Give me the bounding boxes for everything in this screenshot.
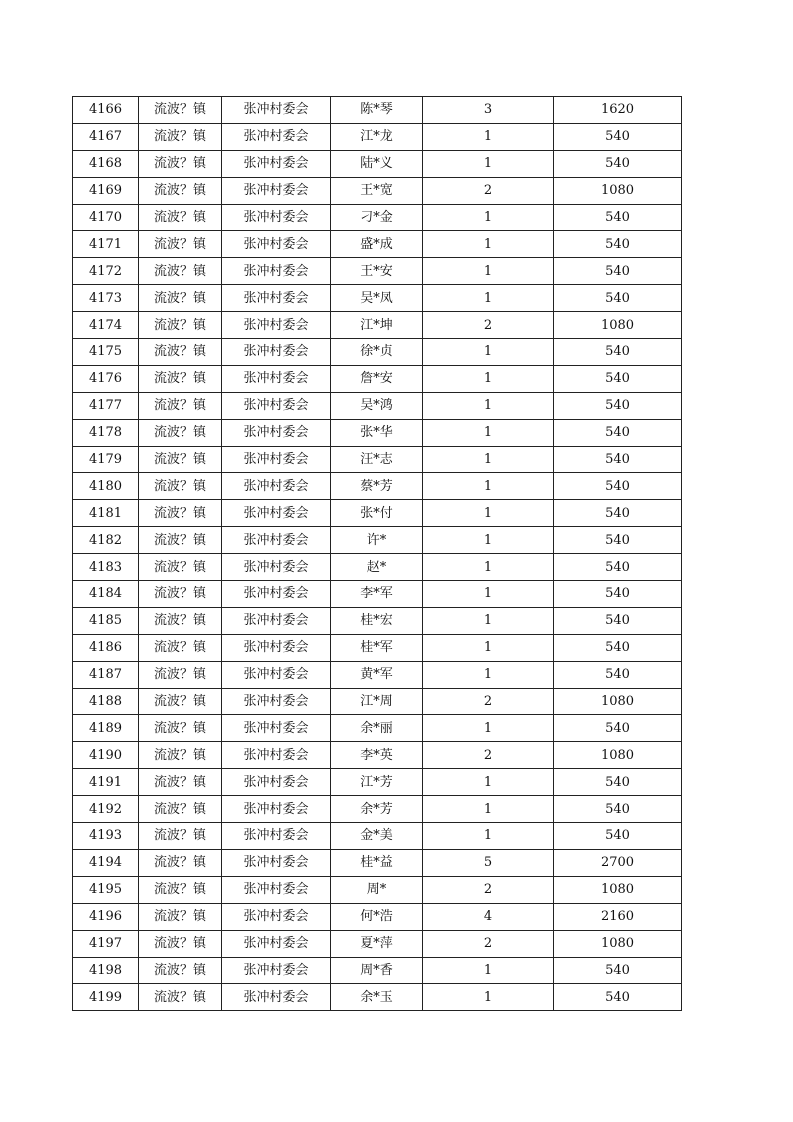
town-cell: 流波？镇 [139, 339, 222, 366]
count-cell: 1 [423, 150, 554, 177]
village-cell: 张冲村委会 [222, 231, 331, 258]
table-row [73, 688, 682, 715]
town-cell: 流波？镇 [139, 392, 222, 419]
village-cell: 张冲村委会 [222, 419, 331, 446]
row-number: 4193 [73, 823, 139, 850]
town-cell: 流波？镇 [139, 930, 222, 957]
amount-cell: 540 [554, 446, 682, 473]
row-number: 4186 [73, 634, 139, 661]
amount-cell: 540 [554, 392, 682, 419]
town-cell: 流波？镇 [139, 769, 222, 796]
table-body [73, 97, 682, 1011]
village-cell: 张冲村委会 [222, 392, 331, 419]
amount-cell: 540 [554, 607, 682, 634]
count-cell: 4 [423, 903, 554, 930]
amount-cell: 540 [554, 204, 682, 231]
town-cell: 流波？镇 [139, 204, 222, 231]
row-number: 4167 [73, 123, 139, 150]
name-cell: 张*付 [331, 500, 423, 527]
village-cell: 张冲村委会 [222, 849, 331, 876]
count-cell: 1 [423, 527, 554, 554]
count-cell: 1 [423, 607, 554, 634]
count-cell: 2 [423, 688, 554, 715]
count-cell: 1 [423, 715, 554, 742]
table-row [73, 285, 682, 312]
town-cell: 流波？镇 [139, 473, 222, 500]
table-row [73, 554, 682, 581]
table-row [73, 849, 682, 876]
name-cell: 余*丽 [331, 715, 423, 742]
village-cell: 张冲村委会 [222, 984, 331, 1011]
town-cell: 流波？镇 [139, 903, 222, 930]
row-number: 4187 [73, 661, 139, 688]
amount-cell: 540 [554, 527, 682, 554]
name-cell: 吴*鸿 [331, 392, 423, 419]
village-cell: 张冲村委会 [222, 554, 331, 581]
village-cell: 张冲村委会 [222, 930, 331, 957]
village-cell: 张冲村委会 [222, 688, 331, 715]
row-number: 4184 [73, 581, 139, 608]
amount-cell: 1620 [554, 97, 682, 124]
name-cell: 李*英 [331, 742, 423, 769]
table-row [73, 607, 682, 634]
town-cell: 流波？镇 [139, 715, 222, 742]
town-cell: 流波？镇 [139, 742, 222, 769]
table-row [73, 312, 682, 339]
row-number: 4191 [73, 769, 139, 796]
table-row [73, 419, 682, 446]
amount-cell: 540 [554, 473, 682, 500]
row-number: 4183 [73, 554, 139, 581]
name-cell: 江*龙 [331, 123, 423, 150]
name-cell: 徐*贞 [331, 339, 423, 366]
count-cell: 1 [423, 446, 554, 473]
town-cell: 流波？镇 [139, 231, 222, 258]
amount-cell: 1080 [554, 876, 682, 903]
town-cell: 流波？镇 [139, 957, 222, 984]
town-cell: 流波？镇 [139, 150, 222, 177]
town-cell: 流波？镇 [139, 661, 222, 688]
amount-cell: 540 [554, 796, 682, 823]
row-number: 4179 [73, 446, 139, 473]
count-cell: 1 [423, 231, 554, 258]
name-cell: 余*芳 [331, 796, 423, 823]
name-cell: 詹*安 [331, 365, 423, 392]
row-number: 4170 [73, 204, 139, 231]
village-cell: 张冲村委会 [222, 258, 331, 285]
table-row [73, 903, 682, 930]
name-cell: 周*香 [331, 957, 423, 984]
count-cell: 2 [423, 930, 554, 957]
count-cell: 1 [423, 204, 554, 231]
count-cell: 1 [423, 339, 554, 366]
count-cell: 2 [423, 177, 554, 204]
row-number: 4175 [73, 339, 139, 366]
table-row [73, 796, 682, 823]
table-row [73, 500, 682, 527]
table-row [73, 634, 682, 661]
amount-cell: 540 [554, 123, 682, 150]
row-number: 4195 [73, 876, 139, 903]
name-cell: 王*宽 [331, 177, 423, 204]
row-number: 4177 [73, 392, 139, 419]
amount-cell: 540 [554, 554, 682, 581]
village-cell: 张冲村委会 [222, 715, 331, 742]
row-number: 4178 [73, 419, 139, 446]
row-number: 4180 [73, 473, 139, 500]
row-number: 4172 [73, 258, 139, 285]
table-row [73, 769, 682, 796]
table-row [73, 742, 682, 769]
table-row [73, 876, 682, 903]
village-cell: 张冲村委会 [222, 473, 331, 500]
name-cell: 陆*义 [331, 150, 423, 177]
name-cell: 盛*成 [331, 231, 423, 258]
town-cell: 流波？镇 [139, 419, 222, 446]
town-cell: 流波？镇 [139, 365, 222, 392]
amount-cell: 540 [554, 581, 682, 608]
subsidy-table [72, 96, 682, 1011]
row-number: 4199 [73, 984, 139, 1011]
row-number: 4197 [73, 930, 139, 957]
amount-cell: 540 [554, 500, 682, 527]
name-cell: 周* [331, 876, 423, 903]
table-row [73, 661, 682, 688]
town-cell: 流波？镇 [139, 285, 222, 312]
town-cell: 流波？镇 [139, 634, 222, 661]
town-cell: 流波？镇 [139, 607, 222, 634]
table-row [73, 339, 682, 366]
count-cell: 5 [423, 849, 554, 876]
town-cell: 流波？镇 [139, 688, 222, 715]
village-cell: 张冲村委会 [222, 661, 331, 688]
row-number: 4176 [73, 365, 139, 392]
row-number: 4182 [73, 527, 139, 554]
table-row [73, 177, 682, 204]
amount-cell: 540 [554, 769, 682, 796]
count-cell: 1 [423, 984, 554, 1011]
amount-cell: 1080 [554, 312, 682, 339]
name-cell: 桂*益 [331, 849, 423, 876]
count-cell: 1 [423, 285, 554, 312]
name-cell: 吴*凤 [331, 285, 423, 312]
row-number: 4188 [73, 688, 139, 715]
town-cell: 流波？镇 [139, 97, 222, 124]
row-number: 4173 [73, 285, 139, 312]
count-cell: 2 [423, 876, 554, 903]
village-cell: 张冲村委会 [222, 500, 331, 527]
row-number: 4166 [73, 97, 139, 124]
count-cell: 1 [423, 419, 554, 446]
row-number: 4181 [73, 500, 139, 527]
amount-cell: 540 [554, 419, 682, 446]
count-cell: 1 [423, 957, 554, 984]
table-row [73, 823, 682, 850]
count-cell: 1 [423, 365, 554, 392]
count-cell: 3 [423, 97, 554, 124]
count-cell: 1 [423, 473, 554, 500]
amount-cell: 540 [554, 661, 682, 688]
village-cell: 张冲村委会 [222, 177, 331, 204]
name-cell: 江*芳 [331, 769, 423, 796]
name-cell: 江*坤 [331, 312, 423, 339]
name-cell: 金*美 [331, 823, 423, 850]
village-cell: 张冲村委会 [222, 876, 331, 903]
amount-cell: 2700 [554, 849, 682, 876]
amount-cell: 540 [554, 285, 682, 312]
village-cell: 张冲村委会 [222, 312, 331, 339]
town-cell: 流波？镇 [139, 312, 222, 339]
count-cell: 2 [423, 742, 554, 769]
count-cell: 1 [423, 392, 554, 419]
table-row [73, 204, 682, 231]
name-cell: 李*军 [331, 581, 423, 608]
row-number: 4171 [73, 231, 139, 258]
amount-cell: 1080 [554, 688, 682, 715]
town-cell: 流波？镇 [139, 123, 222, 150]
table-row [73, 392, 682, 419]
table-row [73, 150, 682, 177]
town-cell: 流波？镇 [139, 581, 222, 608]
village-cell: 张冲村委会 [222, 123, 331, 150]
amount-cell: 540 [554, 258, 682, 285]
village-cell: 张冲村委会 [222, 365, 331, 392]
village-cell: 张冲村委会 [222, 285, 331, 312]
row-number: 4190 [73, 742, 139, 769]
name-cell: 江*周 [331, 688, 423, 715]
amount-cell: 1080 [554, 930, 682, 957]
table-row [73, 957, 682, 984]
name-cell: 桂*军 [331, 634, 423, 661]
name-cell: 余*玉 [331, 984, 423, 1011]
row-number: 4185 [73, 607, 139, 634]
table-row [73, 97, 682, 124]
table-row [73, 123, 682, 150]
town-cell: 流波？镇 [139, 849, 222, 876]
name-cell: 许* [331, 527, 423, 554]
amount-cell: 540 [554, 634, 682, 661]
village-cell: 张冲村委会 [222, 204, 331, 231]
village-cell: 张冲村委会 [222, 903, 331, 930]
name-cell: 张*华 [331, 419, 423, 446]
amount-cell: 2160 [554, 903, 682, 930]
table-row [73, 715, 682, 742]
village-cell: 张冲村委会 [222, 742, 331, 769]
town-cell: 流波？镇 [139, 258, 222, 285]
count-cell: 1 [423, 634, 554, 661]
amount-cell: 540 [554, 984, 682, 1011]
row-number: 4196 [73, 903, 139, 930]
count-cell: 1 [423, 796, 554, 823]
amount-cell: 1080 [554, 177, 682, 204]
amount-cell: 540 [554, 823, 682, 850]
village-cell: 张冲村委会 [222, 97, 331, 124]
town-cell: 流波？镇 [139, 554, 222, 581]
amount-cell: 540 [554, 957, 682, 984]
village-cell: 张冲村委会 [222, 957, 331, 984]
town-cell: 流波？镇 [139, 177, 222, 204]
amount-cell: 540 [554, 715, 682, 742]
name-cell: 陈*琴 [331, 97, 423, 124]
town-cell: 流波？镇 [139, 527, 222, 554]
count-cell: 1 [423, 661, 554, 688]
name-cell: 汪*志 [331, 446, 423, 473]
name-cell: 刁*金 [331, 204, 423, 231]
village-cell: 张冲村委会 [222, 581, 331, 608]
name-cell: 王*安 [331, 258, 423, 285]
table-row [73, 258, 682, 285]
count-cell: 1 [423, 554, 554, 581]
count-cell: 1 [423, 769, 554, 796]
row-number: 4194 [73, 849, 139, 876]
village-cell: 张冲村委会 [222, 607, 331, 634]
amount-cell: 540 [554, 339, 682, 366]
count-cell: 1 [423, 258, 554, 285]
amount-cell: 540 [554, 231, 682, 258]
village-cell: 张冲村委会 [222, 446, 331, 473]
village-cell: 张冲村委会 [222, 339, 331, 366]
village-cell: 张冲村委会 [222, 150, 331, 177]
count-cell: 1 [423, 123, 554, 150]
town-cell: 流波？镇 [139, 500, 222, 527]
row-number: 4198 [73, 957, 139, 984]
row-number: 4168 [73, 150, 139, 177]
village-cell: 张冲村委会 [222, 769, 331, 796]
table-row [73, 581, 682, 608]
row-number: 4174 [73, 312, 139, 339]
name-cell: 何*浩 [331, 903, 423, 930]
table-row [73, 365, 682, 392]
town-cell: 流波？镇 [139, 446, 222, 473]
table-row [73, 446, 682, 473]
town-cell: 流波？镇 [139, 984, 222, 1011]
name-cell: 蔡*芳 [331, 473, 423, 500]
village-cell: 张冲村委会 [222, 823, 331, 850]
table-row [73, 527, 682, 554]
name-cell: 赵* [331, 554, 423, 581]
count-cell: 2 [423, 312, 554, 339]
count-cell: 1 [423, 500, 554, 527]
town-cell: 流波？镇 [139, 796, 222, 823]
town-cell: 流波？镇 [139, 876, 222, 903]
name-cell: 桂*宏 [331, 607, 423, 634]
table-row [73, 930, 682, 957]
table-row [73, 231, 682, 258]
row-number: 4169 [73, 177, 139, 204]
name-cell: 夏*萍 [331, 930, 423, 957]
row-number: 4189 [73, 715, 139, 742]
count-cell: 1 [423, 823, 554, 850]
village-cell: 张冲村委会 [222, 527, 331, 554]
village-cell: 张冲村委会 [222, 634, 331, 661]
village-cell: 张冲村委会 [222, 796, 331, 823]
table-row [73, 473, 682, 500]
town-cell: 流波？镇 [139, 823, 222, 850]
count-cell: 1 [423, 581, 554, 608]
amount-cell: 1080 [554, 742, 682, 769]
name-cell: 黄*军 [331, 661, 423, 688]
row-number: 4192 [73, 796, 139, 823]
amount-cell: 540 [554, 150, 682, 177]
amount-cell: 540 [554, 365, 682, 392]
table-row [73, 984, 682, 1011]
